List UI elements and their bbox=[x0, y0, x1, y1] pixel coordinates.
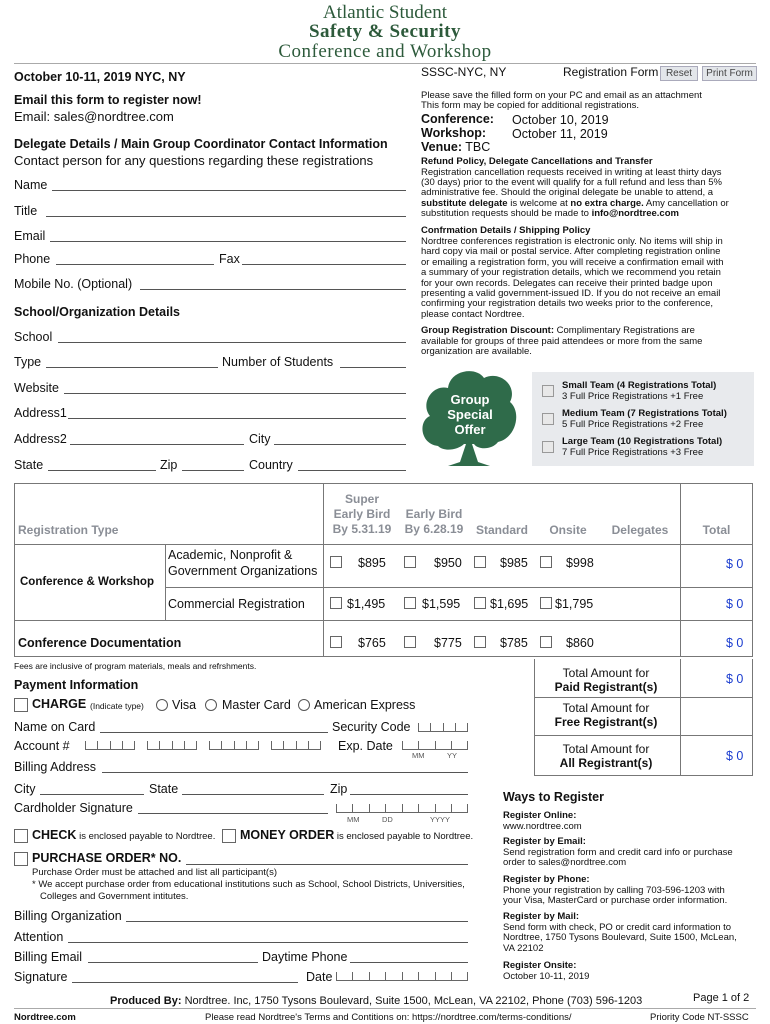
documentation-early-checkbox[interactable] bbox=[404, 636, 416, 648]
total-free-label: Total Amount for Free Registrant(s) bbox=[554, 701, 658, 729]
mobile-field[interactable] bbox=[140, 289, 406, 290]
charge-checkbox[interactable] bbox=[14, 698, 28, 712]
medium-team-option: Medium Team (7 Registrations Total) 5 Full Price Registrations +2 Free bbox=[562, 408, 727, 430]
account-group-4[interactable] bbox=[271, 739, 321, 750]
students-label: Number of Students bbox=[222, 355, 334, 369]
venue-value: TBC bbox=[465, 140, 491, 154]
city-field[interactable] bbox=[274, 444, 406, 445]
commercial-row-label: Commercial Registration bbox=[168, 597, 305, 611]
footer-divider bbox=[14, 1008, 756, 1009]
documentation-early-price: $775 bbox=[434, 636, 462, 650]
students-field[interactable] bbox=[340, 367, 406, 368]
po-note-2: * We accept purchase order from educational institutions such as School, School Districts, Universities, bbox=[32, 879, 465, 890]
visa-label: Visa bbox=[172, 698, 197, 712]
indicate-type-label: (Indicate type) bbox=[90, 701, 144, 711]
documentation-super-early-checkbox[interactable] bbox=[330, 636, 342, 648]
account-group-1[interactable] bbox=[85, 739, 135, 750]
header-line-1: Atlantic Student bbox=[322, 2, 447, 23]
academic-standard-price: $985 bbox=[500, 556, 528, 570]
date-label: Date bbox=[306, 970, 333, 984]
mastercard-label: Master Card bbox=[222, 698, 291, 712]
register-mail: Register by Mail: Send form with check, PO or credit card information to Nordtree, 1750 Tysons Boulevard, Suite 1500, McLean, VA 22102 bbox=[503, 911, 737, 954]
billing-address-field[interactable] bbox=[102, 772, 468, 773]
email-field[interactable] bbox=[50, 241, 406, 242]
documentation-row-label: Conference Documentation bbox=[18, 636, 182, 650]
save-note: Please save the filled form on your PC and email as an attachment bbox=[421, 90, 702, 101]
billing-email-field[interactable] bbox=[88, 962, 258, 963]
academic-standard-checkbox[interactable] bbox=[474, 556, 486, 568]
commercial-super-early-price: $1,495 bbox=[347, 597, 386, 611]
name-on-card-label: Name on Card bbox=[14, 720, 96, 734]
fax-field[interactable] bbox=[242, 264, 406, 265]
charge-label: CHARGE bbox=[32, 697, 87, 711]
commercial-early-checkbox[interactable] bbox=[404, 597, 416, 609]
commercial-total: $ 0 bbox=[726, 597, 744, 611]
type-field[interactable] bbox=[46, 367, 218, 368]
total-all-label: Total Amount for All Registrant(s) bbox=[559, 742, 653, 770]
money-order-label: MONEY ORDER is enclosed payable to Nordtree. bbox=[240, 828, 474, 842]
signature-label: Signature bbox=[14, 970, 68, 984]
zip-label: Zip bbox=[160, 458, 178, 472]
exp-date-label: Exp. Date bbox=[338, 739, 393, 753]
school-field[interactable] bbox=[58, 342, 406, 343]
reset-button[interactable]: Reset bbox=[660, 66, 698, 81]
check-checkbox[interactable] bbox=[14, 829, 28, 843]
cardholder-signature-label: Cardholder Signature bbox=[14, 801, 133, 815]
date-field[interactable] bbox=[336, 970, 468, 981]
workshop-label: Workshop: bbox=[421, 126, 487, 140]
po-note-3: Colleges and Government intitutes. bbox=[40, 891, 189, 902]
header-line-2: Safety & Security bbox=[308, 21, 462, 42]
header-early-bird: Early Bird By 6.28.19 bbox=[404, 507, 464, 536]
documentation-total: $ 0 bbox=[726, 636, 744, 650]
academic-onsite-checkbox[interactable] bbox=[540, 556, 552, 568]
academic-row-label: Academic, Nonprofit & Government Organizations bbox=[168, 548, 318, 578]
city-label: City bbox=[249, 432, 271, 446]
title-field[interactable] bbox=[46, 216, 406, 217]
documentation-standard-checkbox[interactable] bbox=[474, 636, 486, 648]
header-line-3: Conference and Workshop bbox=[278, 41, 492, 62]
pay-city-field[interactable] bbox=[40, 794, 144, 795]
purchase-order-field[interactable] bbox=[186, 864, 468, 865]
academic-onsite-price: $998 bbox=[566, 556, 594, 570]
delegate-subheading: Contact person for any questions regarding these registrations bbox=[14, 153, 374, 168]
confirm-line-4: a summary of your registration details, which we recommend you retain bbox=[421, 267, 721, 278]
commercial-super-early-checkbox[interactable] bbox=[330, 597, 342, 609]
venue-label: Venue: bbox=[421, 140, 462, 154]
website-field[interactable] bbox=[64, 393, 406, 394]
documentation-super-early-price: $765 bbox=[358, 636, 386, 650]
cardholder-signature-field[interactable] bbox=[138, 813, 328, 814]
type-label: Type bbox=[14, 355, 42, 369]
confirm-line-2: hard copy via mail or postal service. After completing registration online bbox=[421, 246, 721, 257]
sig-mm-hint: MM bbox=[347, 815, 360, 824]
state-label: State bbox=[14, 458, 44, 472]
security-code-label: Security Code bbox=[332, 720, 411, 734]
pay-zip-label: Zip bbox=[330, 782, 348, 796]
amex-radio[interactable] bbox=[298, 699, 310, 711]
commercial-standard-price: $1,695 bbox=[490, 597, 529, 611]
account-group-3[interactable] bbox=[209, 739, 259, 750]
exp-yy-hint: YY bbox=[447, 751, 458, 760]
terms-note: Please read Nordtree's Terms and Contitions on: https://nordtree.com/terms-conditions/ bbox=[205, 1012, 572, 1023]
header-standard: Standard bbox=[475, 523, 528, 537]
academic-total: $ 0 bbox=[726, 557, 744, 571]
academic-super-early-checkbox[interactable] bbox=[330, 556, 342, 568]
attention-field[interactable] bbox=[68, 942, 468, 943]
large-team-checkbox[interactable] bbox=[542, 441, 554, 453]
po-note-1: Purchase Order must be attached and list all participant(s) bbox=[32, 867, 278, 878]
total-paid-value: $ 0 bbox=[726, 672, 744, 686]
money-order-checkbox[interactable] bbox=[222, 829, 236, 843]
ways-heading: Ways to Register bbox=[503, 790, 604, 804]
total-paid-label: Total Amount for Paid Registrant(s) bbox=[554, 666, 658, 694]
event-code: SSSC-NYC, NY bbox=[421, 65, 507, 79]
register-online: Register Online: www.nordtree.com bbox=[503, 810, 582, 832]
workshop-date: October 11, 2019 bbox=[512, 127, 608, 141]
produced-by: Produced By: Nordtree. Inc, 1750 Tysons Boulevard, Suite 1500, McLean, VA 22102, Phone (703) 596-1203 bbox=[110, 995, 643, 1007]
name-label: Name bbox=[14, 178, 48, 192]
confirm-line-3: or emailing a registration form, you will receive a confirmation email with bbox=[421, 257, 724, 268]
billing-email-label: Billing Email bbox=[14, 950, 83, 964]
country-field[interactable] bbox=[298, 470, 406, 471]
account-label: Account # bbox=[14, 739, 70, 753]
priority-code: Priority Code NT-SSSC bbox=[650, 1012, 749, 1023]
group-discount-line-1: Group Registration Discount: Complimentary Registrations are bbox=[421, 325, 695, 336]
refund-line-1: Registration cancellation requests received in writing at least thirty days bbox=[421, 167, 722, 178]
event-date-location: October 10-11, 2019 NYC, NY bbox=[14, 70, 186, 84]
footer-site: Nordtree.com bbox=[14, 1012, 76, 1023]
fax-label: Fax bbox=[219, 252, 240, 266]
fees-note: Fees are inclusive of program materials, meals and refrshments. bbox=[14, 661, 257, 671]
register-onsite: Register Onsite: October 10-11, 2019 bbox=[503, 960, 590, 982]
address1-label: Address1 bbox=[14, 406, 67, 420]
medium-team-checkbox[interactable] bbox=[542, 413, 554, 425]
confirm-line-6: presenting a valid government-issued ID. If you do not receive an email bbox=[421, 288, 721, 299]
header-registration-type: Registration Type bbox=[18, 523, 119, 537]
academic-early-price: $950 bbox=[434, 556, 462, 570]
confirm-line-5: for your own records. Delegates can receive their printed badge upon bbox=[421, 278, 713, 289]
email-prompt: Email this form to register now! bbox=[14, 93, 202, 107]
attention-label: Attention bbox=[14, 930, 64, 944]
documentation-onsite-checkbox[interactable] bbox=[540, 636, 552, 648]
amex-label: American Express bbox=[314, 698, 416, 712]
website-label: Website bbox=[14, 381, 59, 395]
group-special-offer-badge: Group Special Offer bbox=[447, 392, 493, 437]
signature-field[interactable] bbox=[72, 982, 298, 983]
pay-zip-field[interactable] bbox=[350, 794, 468, 795]
conference-workshop-label: Conference & Workshop bbox=[20, 576, 154, 588]
purchase-order-label: PURCHASE ORDER* NO. bbox=[32, 851, 182, 865]
school-heading: School/Organization Details bbox=[14, 305, 180, 319]
commercial-onsite-price: $1,795 bbox=[555, 597, 594, 611]
mastercard-radio[interactable] bbox=[205, 699, 217, 711]
header-total: Total bbox=[702, 523, 731, 537]
pay-state-field[interactable] bbox=[182, 794, 324, 795]
billing-org-field[interactable] bbox=[126, 921, 468, 922]
total-all-value: $ 0 bbox=[726, 749, 744, 763]
security-code-field[interactable] bbox=[418, 721, 468, 732]
header-onsite: Onsite bbox=[549, 523, 587, 537]
billing-org-label: Billing Organization bbox=[14, 909, 122, 923]
school-label: School bbox=[14, 330, 53, 344]
address2-field[interactable] bbox=[70, 444, 244, 445]
name-field[interactable] bbox=[52, 190, 406, 191]
payment-heading: Payment Information bbox=[14, 678, 139, 692]
confirm-title: Confrmation Details / Shipping Policy bbox=[421, 225, 591, 236]
zip-field[interactable] bbox=[182, 470, 244, 471]
signature-date-field[interactable] bbox=[336, 802, 468, 813]
group-discount-line-2: available for groups of three paid attendees or more from the same bbox=[421, 336, 703, 347]
academic-super-early-price: $895 bbox=[358, 556, 386, 570]
academic-early-checkbox[interactable] bbox=[404, 556, 416, 568]
mobile-label: Mobile No. (Optional) bbox=[14, 277, 133, 291]
register-phone: Register by Phone: Phone your registration by calling 703-596-1203 with your Visa, MasterCard or purchase order information. bbox=[503, 874, 728, 907]
account-group-2[interactable] bbox=[147, 739, 197, 750]
daytime-phone-field[interactable] bbox=[350, 962, 468, 963]
exp-date-field[interactable] bbox=[402, 739, 468, 750]
small-team-checkbox[interactable] bbox=[542, 385, 554, 397]
commercial-onsite-checkbox[interactable] bbox=[540, 597, 552, 609]
sig-dd-hint: DD bbox=[382, 815, 393, 824]
refund-title: Refund Policy, Delegate Cancellations and Transfer bbox=[421, 156, 653, 167]
confirm-line-1: Nordtree conferences registration is electronic only. No items will ship in bbox=[421, 236, 723, 247]
sig-yyyy-hint: YYYY bbox=[430, 815, 451, 824]
address2-label: Address2 bbox=[14, 432, 67, 446]
conference-label: Conference: bbox=[421, 112, 494, 126]
email-label: Email bbox=[14, 229, 46, 243]
address1-field[interactable] bbox=[68, 418, 406, 419]
visa-radio[interactable] bbox=[156, 699, 168, 711]
pay-city-label: City bbox=[14, 782, 36, 796]
purchase-order-checkbox[interactable] bbox=[14, 852, 28, 866]
header-delegates: Delegates bbox=[611, 523, 669, 537]
refund-line-5: substitution requests should be made to info@nordtree.com bbox=[421, 208, 679, 219]
copy-note: This form may be copied for additional registrations. bbox=[421, 100, 640, 111]
commercial-early-price: $1,595 bbox=[422, 597, 461, 611]
large-team-option: Large Team (10 Registrations Total) 7 Full Price Registrations +3 Free bbox=[562, 436, 723, 458]
documentation-standard-price: $785 bbox=[500, 636, 528, 650]
print-form-button[interactable]: Print Form bbox=[702, 66, 757, 81]
confirm-line-8: please contact Nordtree. bbox=[421, 309, 525, 320]
name-on-card-field[interactable] bbox=[100, 732, 328, 733]
group-discount-line-3: organization are available. bbox=[421, 346, 532, 357]
form-label: Registration Form bbox=[563, 65, 659, 79]
billing-address-label: Billing Address bbox=[14, 760, 96, 774]
delegate-heading: Delegate Details / Main Group Coordinator Contact Information bbox=[14, 137, 388, 151]
commercial-standard-checkbox[interactable] bbox=[474, 597, 486, 609]
country-label: Country bbox=[249, 458, 293, 472]
header-super-early-bird: Super Early Bird By 5.31.19 bbox=[332, 492, 392, 536]
page-number: Page 1 of 2 bbox=[693, 992, 750, 1004]
refund-line-2: (30 days) prior to the event will qualify for a full refund and less than 5% bbox=[421, 177, 722, 188]
email-address: Email: sales@nordtree.com bbox=[14, 109, 174, 124]
refund-line-3: administrative fee. Should the original delegate be unable to attend, a bbox=[421, 187, 714, 198]
refund-line-4: substitute delegate is welcome at no extra charge. Amy cancellation or bbox=[421, 198, 729, 209]
pay-state-label: State bbox=[149, 782, 179, 796]
exp-mm-hint: MM bbox=[412, 751, 425, 760]
header-divider bbox=[14, 63, 756, 64]
confirm-line-7: confirming your registration details two weeks prior to the conference, bbox=[421, 298, 713, 309]
phone-label: Phone bbox=[14, 252, 51, 266]
register-email: Register by Email: Send registration form and credit card info or purchase order to sales@nordtree.com bbox=[503, 836, 733, 869]
check-label: CHECK is enclosed payable to Nordtree. bbox=[32, 828, 216, 842]
conference-date: October 10, 2019 bbox=[512, 113, 609, 127]
state-field[interactable] bbox=[48, 470, 156, 471]
phone-field[interactable] bbox=[56, 264, 214, 265]
documentation-onsite-price: $860 bbox=[566, 636, 594, 650]
small-team-option: Small Team (4 Registrations Total) 3 Full Price Registrations +1 Free bbox=[562, 380, 717, 402]
title-label: Title bbox=[14, 204, 38, 218]
daytime-phone-label: Daytime Phone bbox=[262, 950, 348, 964]
